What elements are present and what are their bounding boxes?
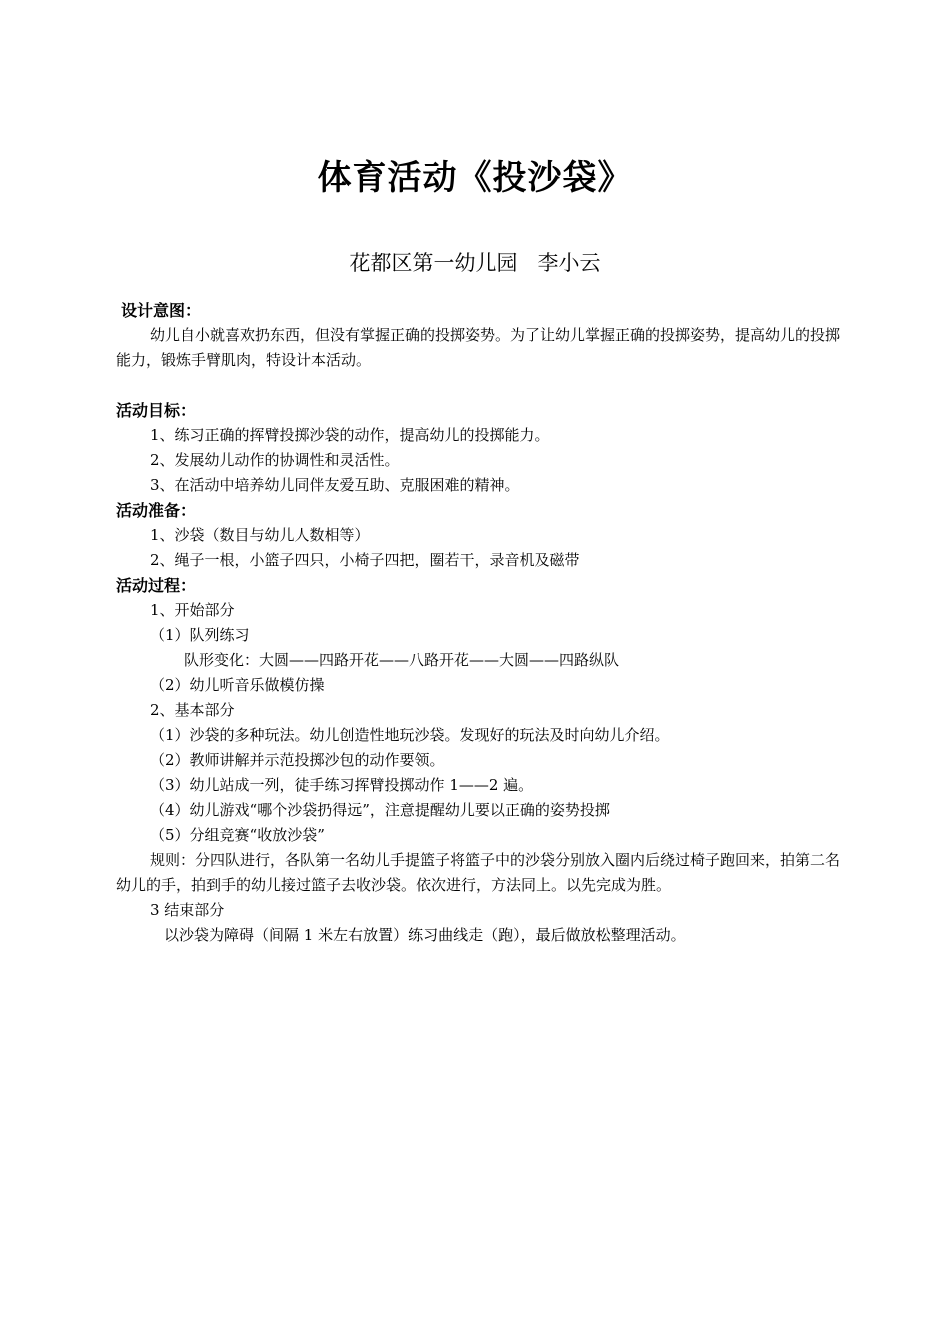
preparation-heading: 活动准备： bbox=[116, 501, 197, 520]
process-part2-item: （4）幼儿游戏“哪个沙袋扔得远”，注意提醒幼儿要以正确的姿势投掷 bbox=[150, 801, 610, 819]
rules-text: 规则：分四队进行，各队第一名幼儿手提篮子将篮子中的沙袋分别放入圈内后绕过椅子跑回来，拍第二名幼儿的手，拍到手的幼儿接过篮子去收沙袋。依次进行，方法同上。以先完成为胜。 bbox=[116, 851, 841, 894]
process-part3-text: 以沙袋为障碍（间隔 1 米左右放置）练习曲线走（跑），最后做放松整理活动。 bbox=[164, 926, 686, 944]
author-line: 花都区第一幼儿园 李小云 bbox=[349, 251, 601, 275]
document-title: 体育活动《投沙袋》 bbox=[317, 158, 633, 198]
design-intent-heading: 设计意图： bbox=[121, 301, 202, 320]
process-part1-sub2: （2）幼儿听音乐做模仿操 bbox=[150, 676, 325, 694]
preparation-item: 1、沙袋（数目与幼儿人数相等） bbox=[150, 526, 370, 544]
process-part2-item: （1）沙袋的多种玩法。幼儿创造性地玩沙袋。发现好的玩法及时向幼儿介绍。 bbox=[150, 726, 670, 744]
design-intent-text: 幼儿自小就喜欢扔东西，但没有掌握正确的投掷姿势。为了让幼儿掌握正确的投掷姿势，提高幼儿的投掷能力，锻炼手臂肌肉，特设计本活动。 bbox=[116, 326, 841, 369]
process-part1-label: 1、开始部分 bbox=[150, 601, 235, 619]
process-part1-sub1: （1）队列练习 bbox=[150, 626, 250, 644]
preparation-item: 2、绳子一根，小篮子四只，小椅子四把，圈若干，录音机及磁带 bbox=[150, 551, 580, 569]
goal-item: 1、练习正确的挥臂投掷沙袋的动作，提高幼儿的投掷能力。 bbox=[150, 426, 550, 444]
process-heading: 活动过程： bbox=[116, 576, 197, 595]
process-part2-label: 2、基本部分 bbox=[150, 701, 235, 719]
formation-text: 队形变化：大圆——四路开花——八路开花——大圆——四路纵队 bbox=[184, 651, 620, 669]
goals-heading: 活动目标： bbox=[116, 401, 197, 420]
process-part2-item: （2）教师讲解并示范投掷沙包的动作要领。 bbox=[150, 751, 445, 769]
goal-item: 3、在活动中培养幼儿同伴友爱互助、克服困难的精神。 bbox=[150, 476, 520, 494]
process-part2-item: （3）幼儿站成一列，徒手练习挥臂投掷动作 1——2 遍。 bbox=[150, 776, 534, 794]
spacer bbox=[116, 373, 840, 398]
document-body bbox=[116, 298, 840, 948]
process-part3-label: 3 结束部分 bbox=[150, 901, 225, 919]
process-part2-item: （5）分组竞赛“收放沙袋” bbox=[150, 826, 325, 844]
goal-item: 2、发展幼儿动作的协调性和灵活性。 bbox=[150, 451, 400, 469]
